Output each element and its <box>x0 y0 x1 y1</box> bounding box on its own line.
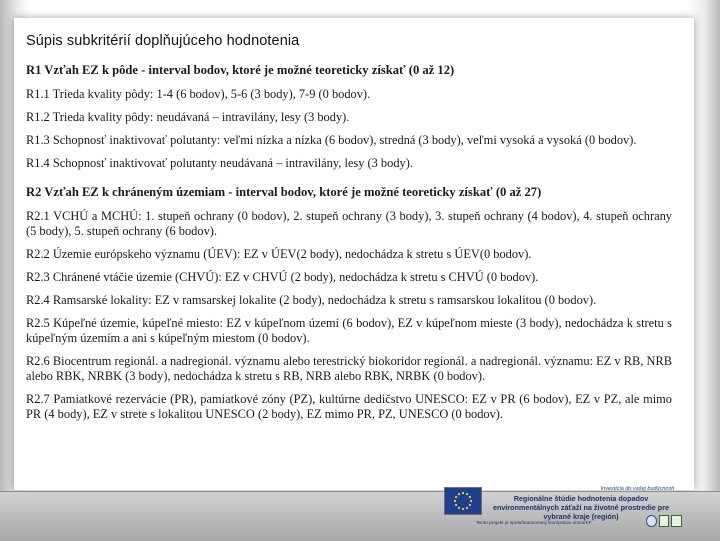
footer-project-title: Regionálne štúdie hodnotenia dopadov environmentálnych záťaží na životné prostredie pre vybrané kraje (región) <box>493 494 669 521</box>
eu-star <box>458 493 460 495</box>
eu-star <box>462 492 464 494</box>
partner-logo-icon <box>659 515 670 527</box>
criterion-r2-7: R2.7 Pamiatkové rezervácie (PR), pamiatkové zóny (PZ), kultúrne dedičstvo UNESCO: EZ v PR (6 bodov), EZ v PZ, ale mimo PR (4 body), EZ v strete s lokalitou UNESCO (2 body), EZ mimo PR, PZ, UNESCO (0 bodov). <box>26 392 672 421</box>
eu-star <box>469 496 471 498</box>
eu-flag-icon <box>444 487 482 515</box>
section-r2 <box>26 185 672 422</box>
eu-star <box>466 507 468 509</box>
partner-logos <box>646 515 682 529</box>
eu-star <box>466 493 468 495</box>
criterion-r1-4: R1.4 Schopnosť inaktivovať polutanty neudávaná – intravilány, lesy (3 body). <box>26 156 413 170</box>
partner-logo-icon <box>646 515 657 527</box>
eu-star <box>458 507 460 509</box>
eu-star <box>469 504 471 506</box>
criterion-r2-4: R2.4 Ramsarské lokality: EZ v ramsarskej lokalite (2 body), nedochádza k stretu s ramsarskou lokalitou (0 bodov). <box>26 293 597 307</box>
criterion-r2-1: R2.1 VCHÚ a MCHÚ: 1. stupeň ochrany (0 bodov), 2. stupeň ochrany (3 body), 3. stupeň ochrany (4 bodov), 4. stupeň ochrany (5 body), 5. stupeň ochrany (6 bodov). <box>26 209 672 238</box>
footer-tagline: Investícia do vašej budúcnosti <box>600 486 674 492</box>
eu-star <box>462 508 464 510</box>
criterion-r2-2: R2.2 Územie európskeho významu (ÚEV): EZ v ÚEV(2 body), nedochádza k stretu s ÚEV(0 bodov). <box>26 247 532 261</box>
section-r1 <box>26 63 672 171</box>
slide-content <box>26 30 672 482</box>
eu-star <box>454 500 456 502</box>
page-title: Súpis subkritérií doplňujúceho hodnotenia <box>26 33 300 49</box>
eu-stars-icon <box>445 488 481 514</box>
section-heading: R2 Vzťah EZ k chráneným územiam - interval bodov, ktoré je možné teoreticky získať (0 až 27) <box>26 185 542 199</box>
eu-star <box>455 496 457 498</box>
criterion-r2-5: R2.5 Kúpeľné územie, kúpeľné miesto: EZ v kúpeľnom území (6 bodov), EZ v kúpeľnom mieste (3 body), nedochádza k stretu s kúpeľným územím a ani s kúpeľným miestom (0 bodov). <box>26 316 672 345</box>
footer-cofinance-note: Tento projekt je spolufinancovaný Európskou úniou/KF <box>476 521 592 526</box>
section-heading: R1 Vzťah EZ k pôde - interval bodov, ktoré je možné teoreticky získať (0 až 12) <box>26 63 455 77</box>
partner-logo-icon <box>671 515 682 527</box>
criterion-r1-1: R1.1 Trieda kvality pôdy: 1-4 (6 bodov), 5-6 (3 body), 7-9 (0 bodov). <box>26 87 371 101</box>
criterion-r2-3: R2.3 Chránené vtáčie územie (CHVÚ): EZ v CHVÚ (2 body), nedochádza k stretu s CHVÚ (0 bodov). <box>26 270 539 284</box>
criterion-r1-2: R1.2 Trieda kvality pôdy: neudávaná – intravilány, lesy (3 body). <box>26 110 350 124</box>
criterion-r2-6: R2.6 Biocentrum regionál. a nadregionál. významu alebo terestrický biokoridor regionál. a nadregionál. významu: EZ v RB, NRB alebo RBK, NRBK (3 body), nedochádza k stretu s RB, NRB alebo RBK, NRBK (0 bodov). <box>26 354 672 383</box>
eu-star <box>470 500 472 502</box>
criterion-r1-3: R1.3 Schopnosť inaktivovať polutanty: veľmi nízka a nízka (6 bodov), stredná (3 body), veľmi vysoká a vysoká (0 bodov). <box>26 133 637 147</box>
eu-star <box>455 504 457 506</box>
